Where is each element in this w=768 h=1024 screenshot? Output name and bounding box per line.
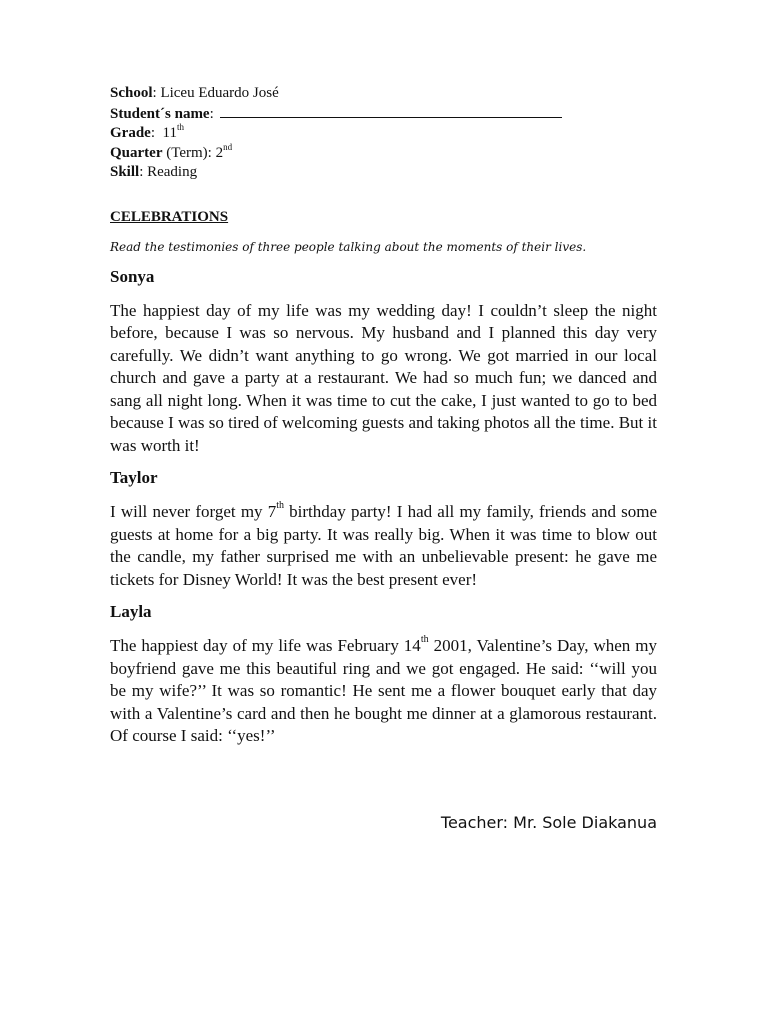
testimony-text-taylor xyxy=(110,501,657,591)
testimony-layla-part2: 2001, Valentine’s Day, when my boyfriend gave me this beautiful ring and we got engaged. He said: ‘‘will you be my wife?’’ It was so romantic! He sent me a flower bouquet early that day with a Valentine’s card and then he bought me dinner at a glamorous restaurant. Of course I said: ‘‘yes!’’ xyxy=(110,636,657,745)
worksheet xyxy=(110,84,657,748)
quarter-value: (Term): 2 xyxy=(166,144,224,161)
quarter-label: Quarter xyxy=(110,144,163,161)
teacher-signature: Teacher: Mr. Sole Diakanua xyxy=(440,813,657,832)
grade-label: Grade xyxy=(110,125,151,141)
school-line: School: Liceu Eduardo José xyxy=(110,85,279,101)
testimony-name-taylor: Taylor xyxy=(110,468,158,487)
skill-line: Skill: Reading xyxy=(110,164,198,180)
grade-suffix: th xyxy=(176,122,184,132)
testimony-taylor-part1: I will never forget my 7 xyxy=(110,502,277,521)
quarter-suffix: nd xyxy=(223,141,233,152)
testimony-name-layla: Layla xyxy=(110,602,152,621)
instruction-text: Read the testimonies of three people talking about the moments of their lives. xyxy=(110,239,587,254)
school-value: Liceu Eduardo José xyxy=(160,85,279,101)
testimony-layla-part1: The happiest day of my life was February 14 xyxy=(110,636,421,655)
testimony-text-layla xyxy=(110,635,657,748)
testimony-taylor-ordinal: th xyxy=(276,500,284,512)
quarter-line xyxy=(110,141,657,164)
skill-value: Reading xyxy=(147,164,198,180)
grade-value: 11 xyxy=(162,125,177,141)
student-name-blank[interactable] xyxy=(220,104,562,118)
worksheet-title: CELEBRATIONS xyxy=(110,208,229,225)
grade-line: Grade: 11th xyxy=(110,122,184,141)
testimony-layla-ordinal: th xyxy=(420,634,429,646)
testimony-name-sonya: Sonya xyxy=(110,266,155,286)
testimony-text-sonya: The happiest day of my life was my wedding day! I couldn’t sleep the night before, because I was so nervous. My husband and I planned this day very carefully. We didn’t want anything to go wrong. We got married in our local church and gave a party at a restaurant. We had so much fun; we danced and sang all night long. When it was time to cut the cake, I just wanted to go to bed because I was so tired of welcoming guests and taking photos all the time. But it was worth it! xyxy=(110,300,657,455)
testimony-taylor-part2: birthday party! I had all my family, friends and some guests at home for a big party. It was really big. When it was time to blow out the candle, my father surprised me with an unbelievable present: he gave me tickets for Disney World! It was the best present ever! xyxy=(110,502,658,589)
student-name-label: Student´s name xyxy=(110,105,210,122)
skill-label: Skill xyxy=(110,164,140,180)
school-label: School xyxy=(110,85,153,101)
student-name-line: Student´s name: xyxy=(110,104,657,125)
